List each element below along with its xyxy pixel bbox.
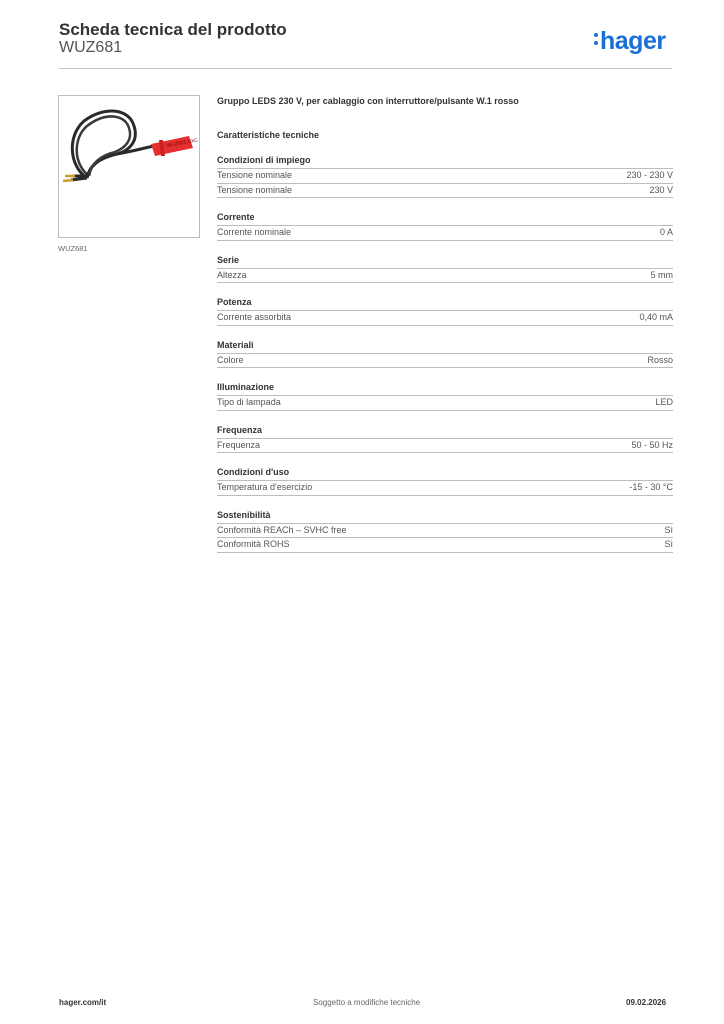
spec-label: Temperatura d'esercizio — [217, 482, 313, 492]
spec-row — [217, 169, 673, 184]
spec-row — [217, 354, 673, 369]
spec-group-title: Condizioni d'uso — [217, 467, 673, 481]
spec-group — [217, 212, 673, 241]
spec-label: Tipo di lampada — [217, 397, 281, 407]
spec-group — [217, 340, 673, 369]
tech-heading: Caratteristiche tecniche — [217, 130, 320, 140]
logo-text: hager — [600, 27, 666, 55]
spec-row — [217, 538, 673, 553]
spec-value: 230 - 230 V — [626, 170, 673, 180]
footer-notice: Soggetto a modifiche tecniche — [313, 998, 421, 1007]
led-cable-illustration — [59, 96, 199, 237]
spec-group — [217, 155, 673, 198]
spec-label: Tensione nominale — [217, 170, 293, 180]
spec-value: -15 - 30 °C — [629, 482, 673, 492]
product-image — [58, 95, 200, 238]
spec-value: Rosso — [647, 354, 673, 365]
spec-label: Altezza — [217, 269, 247, 280]
hager-logo[interactable] — [594, 27, 666, 55]
spec-value: Sì — [664, 539, 673, 549]
spec-row — [217, 269, 673, 284]
footer-website-link[interactable]: hager.com/it — [59, 998, 107, 1007]
spec-group-title: Materiali — [217, 340, 673, 354]
spec-label: Conformità ROHS — [217, 539, 290, 549]
spec-value: 230 V — [649, 184, 673, 195]
spec-label: Conformità REACh – SVHC free — [217, 524, 347, 535]
spec-value: 50 - 50 Hz — [631, 439, 673, 450]
spec-content — [217, 95, 673, 553]
spec-row — [217, 439, 673, 454]
product-description: Gruppo LEDS 230 V, per cablaggio con interruttore/pulsante W.1 rosso — [217, 96, 519, 106]
image-caption: WUZ681 — [58, 244, 88, 253]
spec-label: Tensione nominale — [217, 184, 293, 195]
spec-label: Colore — [217, 354, 244, 365]
spec-group-title: Frequenza — [217, 425, 673, 439]
spec-group-title: Corrente — [217, 212, 673, 226]
spec-group-title: Condizioni di impiego — [217, 155, 673, 169]
cable-label-text: WUZ681 NXC — [166, 137, 199, 149]
spec-value: 0 A — [659, 227, 673, 237]
spec-row — [217, 396, 673, 411]
spec-value: Sì — [664, 524, 673, 535]
spec-value: LED — [655, 397, 673, 407]
spec-group — [217, 467, 673, 496]
header-divider — [59, 68, 672, 69]
spec-group — [217, 255, 673, 284]
spec-row — [217, 481, 673, 496]
spec-label: Frequenza — [217, 439, 261, 450]
spec-group-title: Illuminazione — [217, 382, 673, 396]
spec-groups — [217, 155, 673, 553]
spec-row — [217, 311, 673, 326]
spec-value: 0,40 mA — [639, 312, 673, 322]
logo-colon-icon — [594, 33, 598, 47]
document-title: Scheda tecnica del prodotto — [59, 20, 287, 39]
product-code: WUZ681 — [59, 39, 123, 56]
spec-row — [217, 184, 673, 199]
spec-value: 5 mm — [650, 269, 673, 280]
spec-group — [217, 382, 673, 411]
spec-group — [217, 425, 673, 454]
spec-group — [217, 510, 673, 553]
footer-date: 09.02.2026 — [626, 998, 667, 1007]
spec-label: Corrente nominale — [217, 227, 292, 237]
spec-group-title: Potenza — [217, 297, 673, 311]
spec-label: Corrente assorbita — [217, 312, 292, 322]
spec-row — [217, 524, 673, 539]
spec-row — [217, 226, 673, 241]
spec-group-title: Serie — [217, 255, 673, 269]
spec-group — [217, 297, 673, 326]
spec-group-title: Sostenibilità — [217, 510, 673, 524]
